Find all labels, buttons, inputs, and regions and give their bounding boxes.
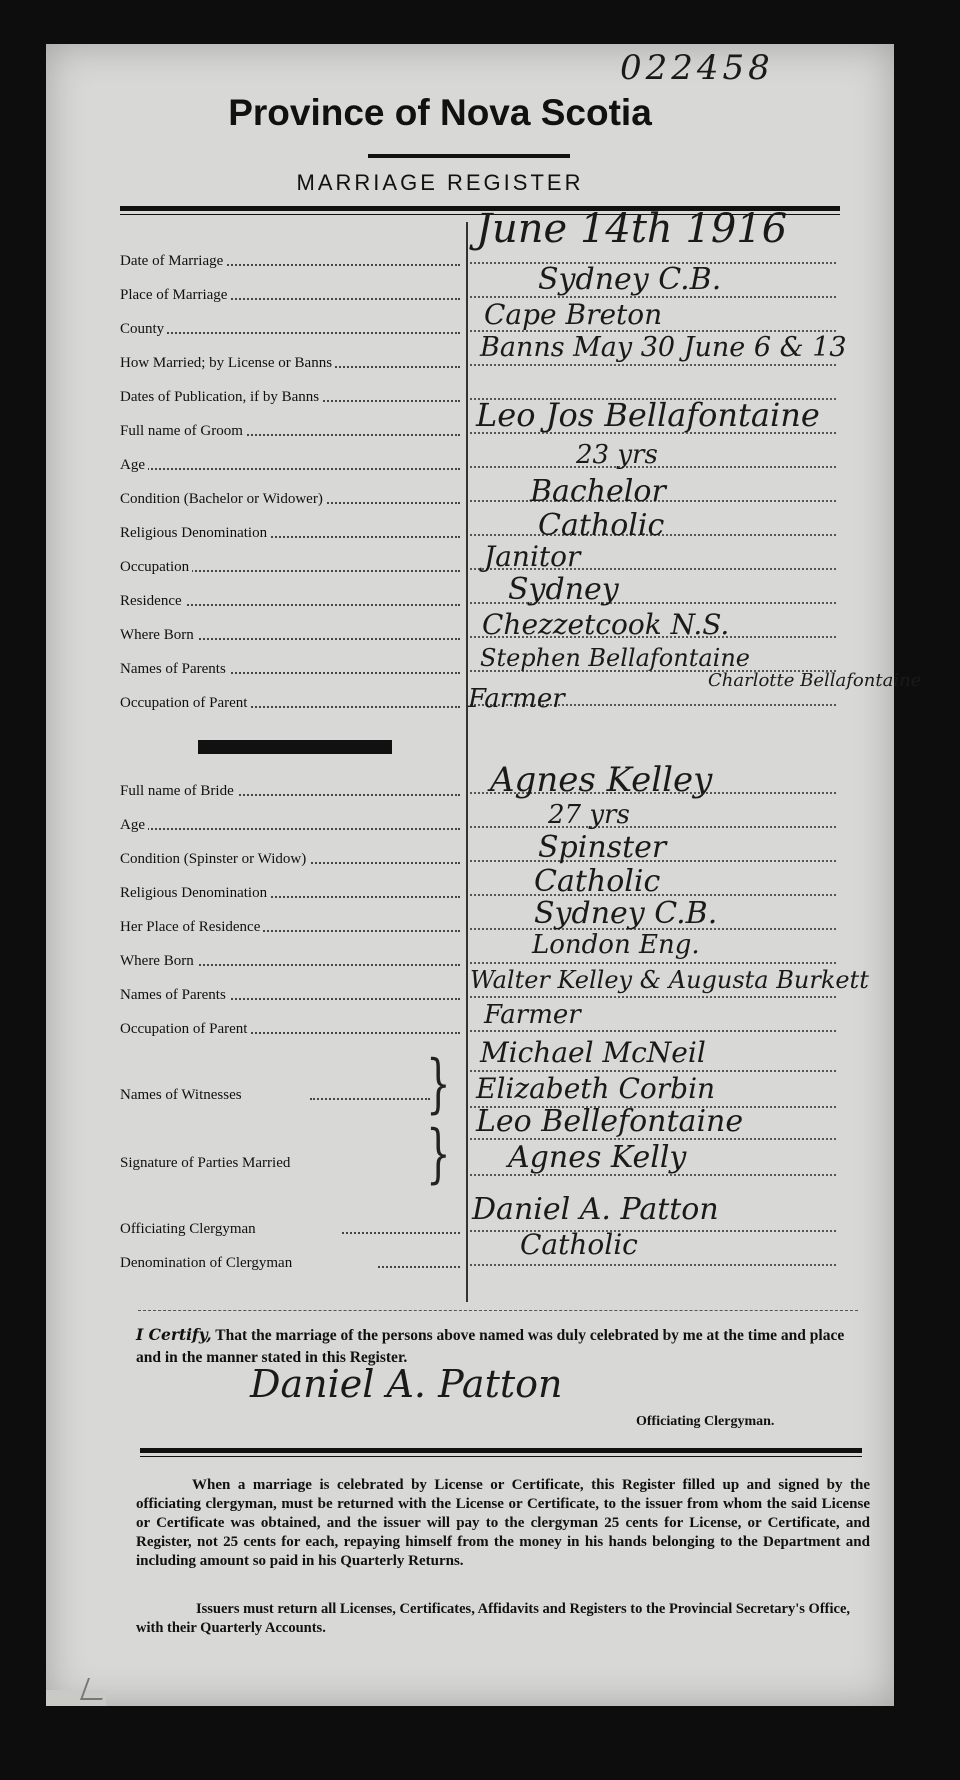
field-label: Religious Denomination <box>120 885 270 902</box>
field-label: Names of Witnesses <box>120 1087 245 1104</box>
value-groom-birthplace: Chezzetcook N.S. <box>482 608 730 641</box>
value-groom-mother: Charlotte Bellafontaine <box>708 670 922 691</box>
field-label: Full name of Groom <box>120 423 246 440</box>
clergyman-signature: Daniel A. Patton <box>250 1362 563 1406</box>
value-bride-condition: Spinster <box>538 830 667 865</box>
certify-divider <box>138 1310 858 1311</box>
register-number: 022458 <box>620 48 774 88</box>
value-how-married: Banns May 30 June 6 & 13 <box>480 332 847 363</box>
field-row <box>120 416 470 444</box>
field-label: Dates of Publication, if by Banns <box>120 389 322 406</box>
value-date-of-marriage: June 14th 1916 <box>476 206 788 252</box>
province-title: Province of Nova Scotia <box>228 92 652 133</box>
field-row <box>120 518 470 546</box>
certify-body: That the marriage of the persons above named was duly celebrated by me at the time and place and in the manner stated in this Register. <box>136 1327 845 1366</box>
value-county: Cape Breton <box>484 298 663 331</box>
value-groom-parent-occupation: Farmer <box>468 684 565 714</box>
value-groom-parents: Stephen Bellafontaine <box>480 644 750 672</box>
value-groom-religion: Catholic <box>538 508 665 543</box>
field-row <box>120 280 470 308</box>
field-label: Where Born <box>120 627 197 644</box>
bride-section-marker <box>198 740 392 754</box>
field-label: Age <box>120 457 148 474</box>
field-row-parties <box>120 1148 470 1176</box>
field-row <box>120 654 470 682</box>
issuers-notice: Issuers must return all Licenses, Certificates, Affidavits and Registers to the Provincial Secretary's Office, with their Quarterly Accounts. <box>136 1601 851 1636</box>
value-witness-2: Elizabeth Corbin <box>476 1072 716 1105</box>
value-officiating-clergyman: Daniel A. Patton <box>472 1192 719 1227</box>
value-bride-signature: Agnes Kelly <box>508 1140 687 1175</box>
title-divider <box>368 154 570 158</box>
value-bride-name: Agnes Kelley <box>490 760 713 800</box>
footer-rule-thin <box>140 1456 862 1457</box>
value-bride-parents: Walter Kelley & Augusta Burkett <box>470 966 869 994</box>
value-groom-occupation: Janitor <box>484 540 581 573</box>
value-bride-birthplace: London Eng. <box>532 930 700 960</box>
value-groom-residence: Sydney <box>508 572 619 607</box>
value-bride-age: 27 yrs <box>548 800 630 830</box>
field-row <box>120 246 470 274</box>
field-label: Her Place of Residence <box>120 919 263 936</box>
field-row <box>120 314 470 342</box>
witnesses-brace: } <box>426 1047 451 1121</box>
field-label: How Married; by License or Banns <box>120 355 335 372</box>
value-bride-residence: Sydney C.B. <box>534 896 718 931</box>
field-row <box>120 484 470 512</box>
footer-rule <box>140 1448 862 1453</box>
field-label: Date of Marriage <box>120 253 226 270</box>
certify-lead: I Certify, <box>136 1325 212 1344</box>
value-bride-parent-occupation: Farmer <box>484 1000 581 1030</box>
value-place-of-marriage: Sydney C.B. <box>538 262 722 297</box>
signature-label: Officiating Clergyman. <box>636 1414 775 1429</box>
field-row <box>120 586 470 614</box>
field-label: Denomination of Clergyman <box>120 1255 295 1272</box>
field-row <box>120 946 470 974</box>
field-label: Occupation of Parent <box>120 695 250 712</box>
field-row <box>120 688 470 716</box>
field-row <box>120 810 470 838</box>
field-label: Age <box>120 817 148 834</box>
field-label: Where Born <box>120 953 197 970</box>
value-clergy-denomination: Catholic <box>520 1228 638 1261</box>
field-label: Full name of Bride <box>120 783 237 800</box>
field-row <box>120 348 470 376</box>
field-row <box>120 1014 470 1042</box>
field-label: Names of Parents <box>120 661 229 678</box>
field-row <box>120 1214 470 1242</box>
value-groom-age: 23 yrs <box>576 440 658 470</box>
field-row <box>120 844 470 872</box>
field-row <box>120 1248 470 1276</box>
return-notice: When a marriage is celebrated by License or Certificate, this Register filled up and signed by the officiating clergyman, must be returned with the License or Certificate, to the issuer from whom the said License or Certificate was obtained, and the issuer will pay to the clergyman 25 cents for License, or Certificate, and Register, not 25 cents for each, repaying himself from the money in his hands belonging to the Department and including amount so paid in his Quarterly Returns. <box>136 1477 870 1569</box>
field-row <box>120 980 470 1008</box>
field-row <box>120 776 470 804</box>
field-label: Names of Parents <box>120 987 229 1004</box>
field-label: Place of Marriage <box>120 287 230 304</box>
value-groom-signature: Leo Bellefontaine <box>476 1104 744 1139</box>
field-row <box>120 450 470 478</box>
parties-brace: } <box>426 1117 451 1191</box>
field-label: Condition (Bachelor or Widower) <box>120 491 326 508</box>
field-row <box>120 912 470 940</box>
field-label: Religious Denomination <box>120 525 270 542</box>
field-label: Officiating Clergyman <box>120 1221 259 1238</box>
field-row <box>120 878 470 906</box>
field-row <box>120 382 470 410</box>
register-title: MARRIAGE REGISTER <box>296 170 584 195</box>
field-row <box>120 552 470 580</box>
value-groom-name: Leo Jos Bellafontaine <box>476 396 820 434</box>
value-bride-religion: Catholic <box>534 864 661 899</box>
field-row <box>120 620 470 648</box>
field-row-witnesses <box>120 1080 470 1108</box>
field-label: Residence <box>120 593 185 610</box>
value-groom-condition: Bachelor <box>530 474 666 509</box>
field-label: Occupation <box>120 559 192 576</box>
field-label: Occupation of Parent <box>120 1021 250 1038</box>
field-label: Signature of Parties Married <box>120 1155 293 1172</box>
value-witness-1: Michael McNeil <box>480 1036 706 1069</box>
field-label: Condition (Spinster or Widow) <box>120 851 309 868</box>
field-label: County <box>120 321 167 338</box>
